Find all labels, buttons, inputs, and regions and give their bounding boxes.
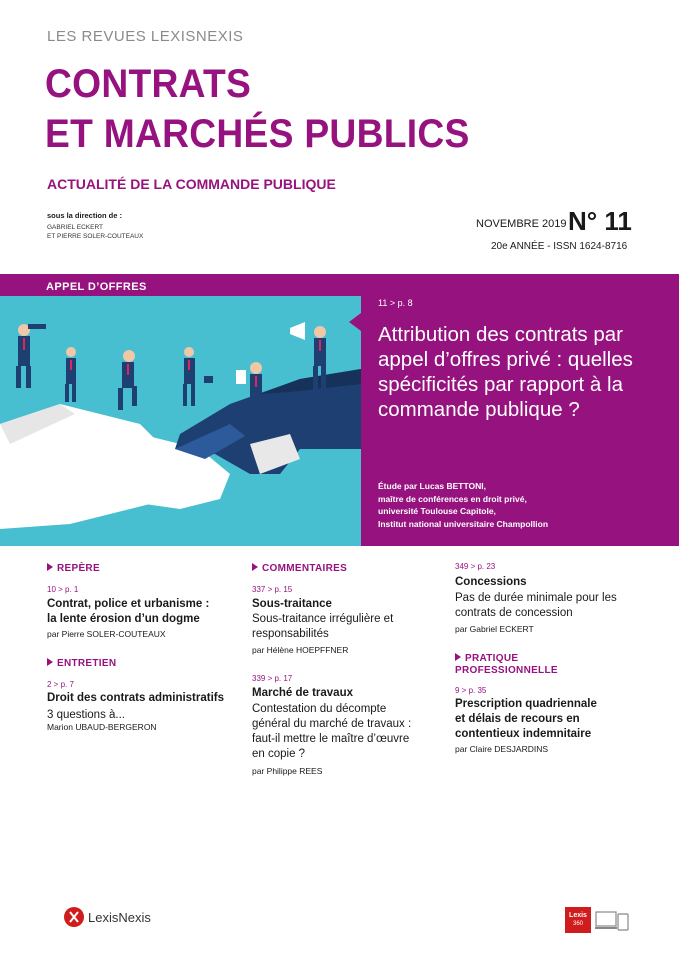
article-title[interactable]: Contrat, police et urbanisme : la lente érosion d’un dogme <box>47 598 210 625</box>
section-header: COMMENTAIRES <box>252 563 347 574</box>
author-line: maître de conférences en droit privé, <box>378 493 527 504</box>
article-body: Pas de durée minimale pour les contrats de concession <box>455 592 617 619</box>
article-author: Marion UBAUD-BERGERON <box>47 722 157 732</box>
journal-title-line2: ET MARCHÉS PUBLICS <box>45 112 470 156</box>
feature-ref: 11 > p. 8 <box>378 298 413 308</box>
direction-label: sous la direction de : <box>47 211 123 220</box>
director-name: GABRIEL ECKERT <box>47 224 103 231</box>
triangle-icon <box>252 563 258 571</box>
publisher-logo-text: LexisNexis <box>88 910 151 925</box>
article-body: Sous-traitance irrégulière et responsabilités <box>252 613 394 640</box>
lexis360-badge: Lexis 360 <box>565 907 591 933</box>
feature-title[interactable]: Attribution des contrats par appel d’offres privé : quelles spécificités par rapport à la commande publique ? <box>378 323 633 421</box>
article-ref: 2 > p. 7 <box>47 680 74 689</box>
article-title[interactable]: Concessions <box>455 576 527 588</box>
section-header: ENTRETIEN <box>47 658 116 669</box>
section-header: PRATIQUE PROFESSIONNELLE <box>455 653 558 676</box>
triangle-icon <box>47 658 53 666</box>
lexisnexis-logo-icon <box>63 906 85 933</box>
article-author: par Gabriel ECKERT <box>455 624 534 634</box>
panel-pointer <box>349 313 361 331</box>
series-label: LES REVUES LEXISNEXIS <box>47 28 244 45</box>
article-title[interactable]: Prescription quadriennale et délais de recours en contentieux indemnitaire <box>455 698 597 740</box>
article-ref: 9 > p. 35 <box>455 686 487 695</box>
journal-subtitle: ACTUALITÉ DE LA COMMANDE PUBLIQUE <box>47 176 336 192</box>
issue-number: N° 11 <box>568 206 632 236</box>
triangle-icon <box>47 563 53 571</box>
article-author: par Philippe REES <box>252 766 323 776</box>
article-ref: 337 > p. 15 <box>252 585 293 594</box>
handshake-illustration <box>0 274 361 546</box>
article-author: par Claire DESJARDINS <box>455 744 549 754</box>
issue-year: 20e ANNÉE - ISSN 1624-8716 <box>491 241 628 252</box>
article-title[interactable]: Marché de travaux <box>252 687 353 699</box>
section-header: REPÈRE <box>47 563 100 574</box>
director-name: ET PIERRE SOLER-COUTEAUX <box>47 233 144 240</box>
author-line: Étude par Lucas BETTONI, <box>378 481 487 491</box>
issue-date: NOVEMBRE 2019 - <box>476 218 574 230</box>
feature-illustration <box>0 274 361 546</box>
article-body: 3 questions à... <box>47 709 125 721</box>
feature-author <box>378 480 668 530</box>
article-ref: 339 > p. 17 <box>252 674 293 683</box>
author-line: Institut national universitaire Champollion <box>378 518 549 529</box>
article-body: Contestation du décompte général du marché de travaux : faut-il mettre le maître d’œuvre en copie ? <box>252 703 412 760</box>
devices-icon <box>595 910 631 939</box>
article-ref: 10 > p. 1 <box>47 585 79 594</box>
author-line: université Toulouse Capitole, <box>378 506 496 516</box>
article-author: par Pierre SOLER-COUTEAUX <box>47 629 166 639</box>
article-title[interactable]: Sous-traitance <box>252 598 332 610</box>
article-ref: 349 > p. 23 <box>455 562 496 571</box>
article-title[interactable]: Droit des contrats administratifs <box>47 692 225 704</box>
triangle-icon <box>455 653 461 661</box>
rubrique-label: APPEL D’OFFRES <box>46 281 147 293</box>
article-author: par Hélène HOEPFFNER <box>252 645 349 655</box>
journal-title-line1: CONTRATS <box>45 62 252 106</box>
